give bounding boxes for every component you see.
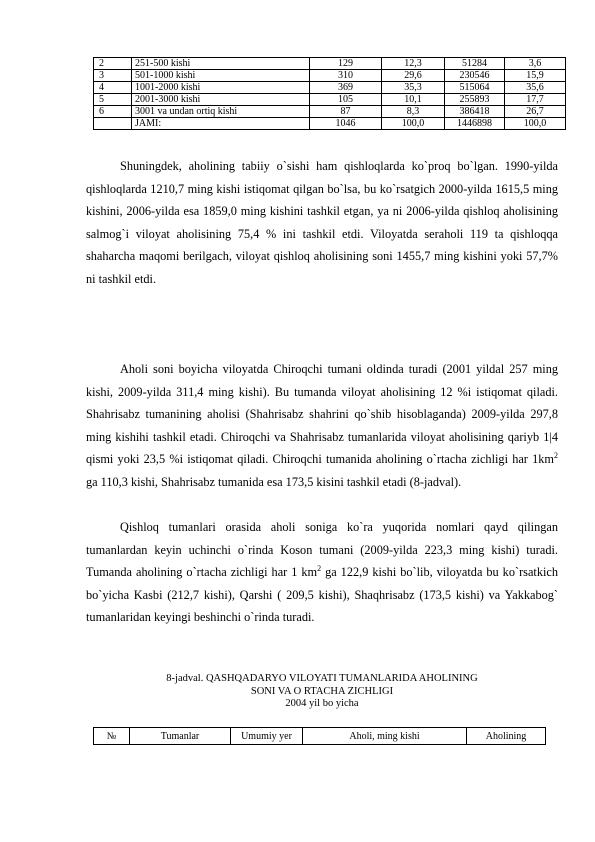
table-cell-pct1: 12,3 [382,58,445,70]
table-caption [86,673,558,711]
table-cell-count: 1046 [310,118,382,130]
column-header: Tumanlar [130,728,231,745]
table-cell-pct2: 100,0 [505,118,566,130]
table-cell-pop: 255893 [445,94,505,106]
caption-line-1: 8-jadval. QASHQADARYO VILOYATI TUMANLARIDA AHOLINING [166,673,478,684]
table-cell-pop: 1446898 [445,118,505,130]
table-cell-pop: 515064 [445,82,505,94]
table-cell-pct1: 29,6 [382,70,445,82]
table-row [94,106,566,118]
table-cell-range: 1001-2000 kishi [132,82,310,94]
superscript: 2 [317,564,322,574]
paragraph-rural-growth [86,155,558,291]
table-cell-pop: 386418 [445,106,505,118]
table-cell-range: 2001-3000 kishi [132,94,310,106]
table-cell-pct2: 15,9 [505,70,566,82]
table-header-row [94,728,546,745]
table-row [94,82,566,94]
table-cell-count: 310 [310,70,382,82]
table-cell-pct2: 17,7 [505,94,566,106]
table-cell-count: 129 [310,58,382,70]
paragraph-koson [86,516,558,629]
table-cell-pop: 51284 [445,58,505,70]
table-cell-no: 5 [94,94,132,106]
paragraph-text: Shuningdek, aholining tabiiy o`sishi ham qishloqlarda ko`proq bo`lgan. 1990-yilda qishloqlarda 1210,7 ming kishi istiqomat qilgan bo`lsa, bu ko`rsatgich 2000-yilda 1615,5 ming kishini, 2006-yilda esa 1859,0 ming kishini tashkil etgan, ya ni 2006-yilda qishloq aholisining salmog`i viloyat aholisining 75,4 % ini tashkil etdi. Viloyatda seraholi 119 ta qishloqqa shaharcha maqomi berilgach, viloyat qishloq aholisining soni 1455,7 ming kishini yoki 57,7% ni tashkil etdi. [86,159,558,286]
column-header: № [94,728,130,745]
paragraph-text: Qishloq tumanlari orasida aholi soniga ko`ra yuqorida nomlari qayd qilingan tumanlardan keyin uchinchi o`rinda Koson tumani (2009-yilda 223,3 ming kishi) turadi. Tumanda aholining o`rtacha zichligi har 1 km [86,520,558,580]
caption-line-2: SONI VA O RTACHA ZICHLIGI [250,685,394,697]
table-cell-no [94,118,132,130]
table-cell-pct1: 100,0 [382,118,445,130]
table-row [94,118,566,130]
column-header: Aholining [467,728,546,745]
district-population-table [93,727,546,745]
table-row [94,58,566,70]
table-row [94,94,566,106]
table-cell-count: 369 [310,82,382,94]
table-cell-no: 6 [94,106,132,118]
table-cell-pct2: 3,6 [505,58,566,70]
caption-line-3: 2004 yil bo yicha [285,698,359,709]
table-cell-pct1: 8,3 [382,106,445,118]
table-cell-pct1: 10,1 [382,94,445,106]
table-cell-range: JAMI: [132,118,310,130]
table-cell-no: 4 [94,82,132,94]
paragraph-text: Aholi soni boyicha viloyatda Chiroqchi tumani oldinda turadi (2001 yildal 257 ming kishi, 2009-yilda 311,4 ming kishi). Bu tumanda viloyat aholisining 12 %i istiqomat qiladi. Shahrisabz tumanining aholisi (Shahrisabz shahrini qo`shib hisoblaganda) 2009-yilda 297,8 ming kishihi tashkil etadi. Chiroqchi va Shahrisabz tumanlarida viloyat aholisining qariyb 1|4 qismi yoki 23,5 %i istiqomat qiladi. Chiroqchi tumanida aholining o`rtacha zichligi har 1km [86,362,558,467]
table-cell-no: 2 [94,58,132,70]
superscript: 2 [554,451,558,461]
paragraph-text: ga 122,9 kishi bo`lib, viloyatda bu ko`rsatkich bo`yicha Kasbi (212,7 kishi), Qarshi ( 209,5 kishi), Shaqhrisabz (173,5 kishi) va Yakkabog` tumanlaridan keyingi beshinchi o`rinda turadi. [86,565,559,625]
table-cell-no: 3 [94,70,132,82]
table-cell-range: 501-1000 kishi [132,70,310,82]
paragraph-text: ga 110,3 kishi, Shahrisabz tumanida esa 173,5 kisini tashkil etadi (8-jadval). [86,474,462,489]
table-cell-count: 105 [310,94,382,106]
column-header: Umumiy yer [231,728,303,745]
paragraph-chiroqchi [86,358,558,494]
settlement-size-table [93,57,566,130]
column-header: Aholi, ming kishi [303,728,467,745]
table-cell-count: 87 [310,106,382,118]
table-cell-range: 3001 va undan ortiq kishi [132,106,310,118]
table-cell-pct2: 35,6 [505,82,566,94]
table-cell-range: 251-500 kishi [132,58,310,70]
table-cell-pct2: 26,7 [505,106,566,118]
table-cell-pct1: 35,3 [382,82,445,94]
table-row [94,70,566,82]
table-cell-pop: 230546 [445,70,505,82]
